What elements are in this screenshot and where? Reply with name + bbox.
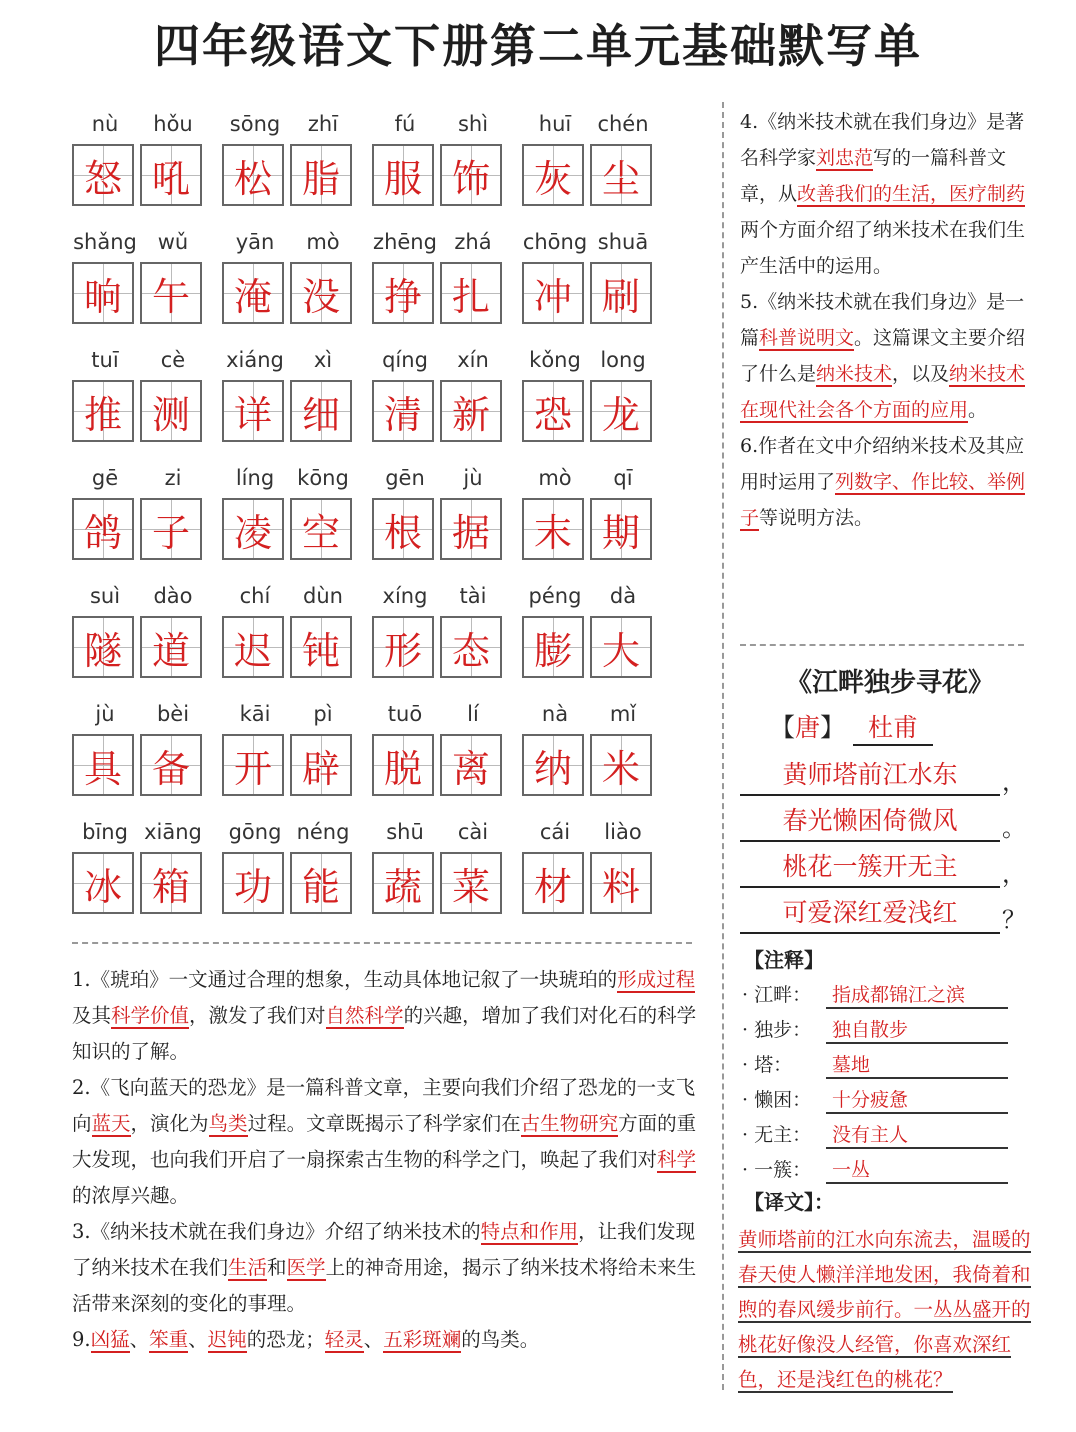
vocab-row [72, 112, 672, 230]
character-cell: 箱 [140, 852, 202, 914]
character-cell: 子 [140, 498, 202, 560]
vocab-word [372, 348, 522, 466]
vocab-row [72, 584, 672, 702]
character-cell: 具 [72, 734, 134, 796]
character-cell: 恐 [522, 380, 584, 442]
pinyin: néng [296, 820, 350, 844]
gloss-item: · 一簇： 一丛 [742, 1155, 811, 1182]
vocab-row [72, 466, 672, 584]
character-cell: 脱 [372, 734, 434, 796]
translation-label: 【译文】： [744, 1190, 834, 1214]
character-cell: 膨 [522, 616, 584, 678]
note-3: 3.《纳米技术就在我们身边》介绍了纳米技术的特点和作用，让我们发现了纳米技术在我们生活和医学上的神奇用途，揭示了纳米技术将给未来生活带来深刻的变化的事理。 [72, 1220, 697, 1315]
character-cell: 空 [290, 498, 352, 560]
character-cell: 能 [290, 852, 352, 914]
gloss-item: · 江畔： 指成都锦江之滨 [742, 980, 811, 1007]
character-cell: 迟 [222, 616, 284, 678]
character-cell: 料 [590, 852, 652, 914]
note-1: 1.《琥珀》一文通过合理的想象，生动具体地记叙了一块琥珀的形成过程及其科学价值，激发了我们对自然科学的兴趣，增加了我们对化石的科学知识的了解。 [72, 968, 697, 1063]
vocab-row [72, 702, 672, 820]
note-2: 2.《飞向蓝天的恐龙》是一篇科普文章，主要向我们介绍了恐龙的一支飞向蓝天，演化为鸟类过程。文章既揭示了科学家们在古生物研究方面的重大发现，也向我们开启了一扇探索古生物的科学之门，唤起了我们对科学的浓厚兴趣。 [72, 1076, 697, 1207]
pinyin: shū [386, 820, 424, 844]
vocab-word [72, 820, 222, 938]
character-cell: 功 [222, 852, 284, 914]
pinyin: mò [538, 466, 572, 490]
pinyin: bèi [156, 702, 190, 726]
pinyin: jù [95, 702, 115, 726]
poem-author: 杜甫 [853, 708, 933, 746]
pinyin: qī [613, 466, 633, 490]
pinyin: dà [609, 584, 637, 608]
vocab-word [72, 112, 222, 230]
vocab-word [222, 584, 372, 702]
character-cell: 详 [222, 380, 284, 442]
vocab-word [72, 584, 222, 702]
character-cell: 尘 [590, 144, 652, 206]
character-cell: 道 [140, 616, 202, 678]
character-cell: 鸽 [72, 498, 134, 560]
pinyin: shǎng [73, 230, 137, 254]
pinyin: mò [306, 230, 340, 254]
pinyin: shuā [597, 230, 649, 254]
pinyin: xíng [382, 584, 428, 608]
character-cell: 灰 [522, 144, 584, 206]
vocab-word [522, 230, 672, 348]
pinyin: zhēng [373, 230, 437, 254]
pinyin: kāi [239, 702, 271, 726]
pinyin: pì [313, 702, 333, 726]
character-cell: 纳 [522, 734, 584, 796]
page-title: 四年级语文下册第二单元基础默写单 [154, 19, 922, 73]
character-cell: 饰 [440, 144, 502, 206]
character-cell: 脂 [290, 144, 352, 206]
character-cell: 米 [590, 734, 652, 796]
pinyin: dùn [303, 584, 343, 608]
character-cell: 蔬 [372, 852, 434, 914]
vocab-word [222, 820, 372, 938]
pinyin: zhá [454, 230, 492, 254]
divider-vertical [722, 102, 724, 1390]
poem-line-4: 可爱深红爱浅红 [740, 894, 1000, 934]
character-cell: 晌 [72, 262, 134, 324]
pinyin: long [600, 348, 646, 372]
pinyin: dào [153, 584, 193, 608]
note-9: 9.凶猛、笨重、迟钝的恐龙；轻灵、五彩斑斓的鸟类。 [72, 1328, 540, 1351]
character-cell: 据 [440, 498, 502, 560]
character-cell: 怒 [72, 144, 134, 206]
character-cell: 扎 [440, 262, 502, 324]
pinyin: zi [164, 466, 182, 490]
vocab-word [222, 702, 372, 820]
pinyin: xín [457, 348, 489, 372]
poem-end-4: ？ [1002, 906, 1026, 934]
poem-line-2: 春光懒困倚微风 [740, 802, 1000, 842]
character-cell: 开 [222, 734, 284, 796]
vocab-word [72, 466, 222, 584]
vocab-word [522, 820, 672, 938]
vocab-word [222, 230, 372, 348]
vocab-word [522, 702, 672, 820]
character-cell: 形 [372, 616, 434, 678]
character-cell: 菜 [440, 852, 502, 914]
character-cell: 新 [440, 380, 502, 442]
pinyin: chí [239, 584, 271, 608]
poem-dynasty: 唐 [795, 713, 821, 742]
pinyin: jù [463, 466, 483, 490]
pinyin: lí [467, 702, 479, 726]
vocab-word [522, 112, 672, 230]
vocab-word [222, 466, 372, 584]
pinyin: hǒu [153, 112, 193, 136]
pinyin: bīng [82, 820, 128, 844]
vocab-word [72, 348, 222, 466]
pinyin: kōng [297, 466, 349, 490]
vocab-word [372, 112, 522, 230]
pinyin: xiáng [226, 348, 284, 372]
character-cell: 辟 [290, 734, 352, 796]
character-cell: 服 [372, 144, 434, 206]
character-cell: 根 [372, 498, 434, 560]
note-6: 6.作者在文中介绍纳米技术及其应用时运用了列数字、作比较、举例子等说明方法。 [740, 435, 1026, 529]
vocab-word [222, 112, 372, 230]
translation-text: 黄师塔前的江水向东流去，温暖的春天使人懒洋洋地发困，我倚着和煦的春风缓步前行。一丛丛盛开的桃花好像没人经管，你喜欢深红色，还是浅红色的桃花？ [738, 1228, 1031, 1391]
pinyin: wǔ [157, 230, 189, 254]
poem-line-3: 桃花一簇开无主 [740, 848, 1000, 888]
pinyin: chōng [522, 230, 588, 254]
pinyin: xì [313, 348, 333, 372]
gloss-item: · 懒困： 十分疲惫 [742, 1085, 811, 1112]
right-notes [740, 104, 1040, 536]
character-cell: 刷 [590, 262, 652, 324]
pinyin: qíng [382, 348, 428, 372]
poem-title: 《江畔独步寻花》 [785, 668, 994, 698]
vocab-row [72, 348, 672, 466]
vocab-word [522, 584, 672, 702]
pinyin: tài [459, 584, 487, 608]
pinyin: cài [457, 820, 489, 844]
character-cell: 松 [222, 144, 284, 206]
poem-line-1: 黄师塔前江水东 [740, 756, 1000, 796]
gloss-item: · 塔： 墓地 [742, 1050, 792, 1077]
note-5: 5.《纳米技术就在我们身边》是一篇科普说明文。这篇课文主要介绍了什么是纳米技术，以及纳米技术在现代社会各个方面的应用。 [740, 291, 1026, 421]
poem-end-2: 。 [1002, 814, 1026, 842]
character-cell: 测 [140, 380, 202, 442]
poem-author-line: 【唐】 杜甫 [770, 708, 933, 746]
vocab-word [372, 702, 522, 820]
gloss-item: · 无主： 没有主人 [742, 1120, 811, 1147]
pinyin: cè [160, 348, 186, 372]
vocab-word [372, 230, 522, 348]
vocab-row [72, 230, 672, 348]
character-cell: 挣 [372, 262, 434, 324]
character-cell: 没 [290, 262, 352, 324]
vocab-word [372, 820, 522, 938]
character-cell: 推 [72, 380, 134, 442]
character-cell: 淹 [222, 262, 284, 324]
character-cell: 材 [522, 852, 584, 914]
vocab-word [372, 466, 522, 584]
vocab-word [522, 466, 672, 584]
pinyin: mǐ [609, 702, 637, 726]
character-cell: 午 [140, 262, 202, 324]
pinyin: gē [91, 466, 119, 490]
character-cell: 大 [590, 616, 652, 678]
pinyin: kǒng [529, 348, 581, 372]
character-cell: 期 [590, 498, 652, 560]
character-cell: 细 [290, 380, 352, 442]
divider-right [740, 644, 1024, 646]
pinyin: gōng [228, 820, 282, 844]
notes-section [72, 962, 707, 1358]
character-cell: 隧 [72, 616, 134, 678]
vocab-row [72, 820, 672, 938]
pinyin: líng [235, 466, 275, 490]
pinyin: zhī [307, 112, 339, 136]
pinyin: liào [604, 820, 642, 844]
note-4: 4.《纳米技术就在我们身边》是著名科学家刘忠范写的一篇科普文章，从改善我们的生活，医疗制药两个方面介绍了纳米技术在我们生产生活中的运用。 [740, 111, 1026, 277]
pinyin: cái [539, 820, 571, 844]
pinyin: péng [528, 584, 582, 608]
notes-label: 【注释】 [744, 948, 824, 972]
character-cell: 钝 [290, 616, 352, 678]
poem-end-3: ， [1002, 860, 1026, 888]
pinyin: nù [91, 112, 119, 136]
character-cell: 末 [522, 498, 584, 560]
character-cell: 凌 [222, 498, 284, 560]
pinyin: sōng [229, 112, 281, 136]
character-cell: 龙 [590, 380, 652, 442]
pinyin: tuī [91, 348, 119, 372]
pinyin: tuō [387, 702, 423, 726]
vocab-word [372, 584, 522, 702]
vocab-grid [72, 112, 672, 938]
pinyin: shì [457, 112, 489, 136]
character-cell: 冰 [72, 852, 134, 914]
character-cell: 清 [372, 380, 434, 442]
character-cell: 态 [440, 616, 502, 678]
pinyin: suì [89, 584, 121, 608]
vocab-word [72, 230, 222, 348]
vocab-word [72, 702, 222, 820]
poem-end-1: ， [1002, 768, 1026, 796]
character-cell: 冲 [522, 262, 584, 324]
character-cell: 吼 [140, 144, 202, 206]
pinyin: gēn [385, 466, 425, 490]
pinyin: chén [597, 112, 649, 136]
gloss-item: · 独步： 独自散步 [742, 1015, 811, 1042]
pinyin: yān [235, 230, 275, 254]
vocab-word [222, 348, 372, 466]
pinyin: nà [541, 702, 569, 726]
vocab-word [522, 348, 672, 466]
character-cell: 备 [140, 734, 202, 796]
character-cell: 离 [440, 734, 502, 796]
pinyin: fú [394, 112, 416, 136]
divider-horizontal [72, 942, 692, 944]
pinyin: huī [538, 112, 572, 136]
pinyin: xiāng [144, 820, 202, 844]
